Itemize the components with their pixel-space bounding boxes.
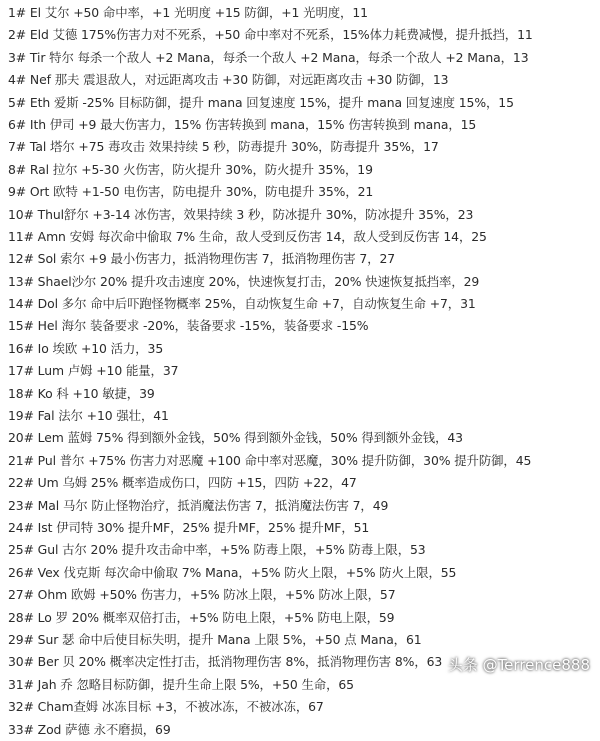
rune-line: 17# Lum 卢姆 +10 能量，37 xyxy=(8,363,179,379)
rune-line: 14# Dol 多尔 命中后吓跑怪物概率 25%，自动恢复生命 +7，自动恢复生命 +7，31 xyxy=(8,296,476,312)
watermark: 头条 @Terrence888 xyxy=(447,656,590,674)
rune-line: 29# Sur 瑟 命中后使目标失明，提升 Mana 上限 5%，+50 点 Mana，61 xyxy=(8,631,422,647)
rune-line: 13# Shael沙尔 20% 提升攻击速度 20%，快速恢复打击，20% 快速恢复抵挡率，29 xyxy=(8,273,480,289)
rune-line: 26# Vex 伐克斯 每次命中偷取 7% Mana，+5% 防火上限，+5% 防火上限，55 xyxy=(8,564,457,580)
rune-line: 2# Eld 艾德 175%伤害力对不死系，+50 命中率对不死系，15%体力耗费减慢，提升抵挡，11 xyxy=(8,27,533,43)
rune-line: 16# Io 埃欧 +10 活力，35 xyxy=(8,340,164,356)
rune-line: 20# Lem 蓝姆 75% 得到额外金钱，50% 得到额外金钱，50% 得到额外金钱，43 xyxy=(8,430,463,446)
rune-line: 12# Sol 索尔 +9 最小伤害力，抵消物理伤害 7，抵消物理伤害 7，27 xyxy=(8,251,396,267)
rune-line: 3# Tir 特尔 每杀一个敌人 +2 Mana，每杀一个敌人 +2 Mana，每杀一个敌人 +2 Mana，13 xyxy=(8,49,529,65)
rune-line: 28# Lo 罗 20% 概率双倍打击，+5% 防电上限，+5% 防电上限，59 xyxy=(8,609,395,625)
rune-line: 21# Pul 普尔 +75% 伤害力对恶魔 +100 命中率对恶魔，30% 提升防御，30% 提升防御，45 xyxy=(8,452,532,468)
rune-line: 27# Ohm 欧姆 +50% 伤害力，+5% 防冰上限，+5% 防冰上限，57 xyxy=(8,587,396,603)
rune-line: 25# Gul 古尔 20% 提升攻击命中率，+5% 防毒上限，+5% 防毒上限，53 xyxy=(8,542,426,558)
rune-line: 1# El 艾尔 +50 命中率，+1 光明度 +15 防御，+1 光明度，11 xyxy=(8,5,368,20)
rune-line: 7# Tal 塔尔 +75 毒攻击 效果持续 5 秒，防毒提升 30%，防毒提升 35%，17 xyxy=(8,139,439,155)
rune-line: 11# Amn 安姆 每次命中偷取 7% 生命，敌人受到反伤害 14，敌人受到反伤害 14，25 xyxy=(8,228,487,244)
rune-line: 4# Nef 那夫 震退敌人，对远距离攻击 +30 防御，对远距离攻击 +30 防御，13 xyxy=(8,72,449,88)
rune-line: 6# Ith 伊司 +9 最大伤害力，15% 伤害转换到 mana，15% 伤害转换到 mana，15 xyxy=(8,116,477,132)
rune-line: 15# Hel 海尔 装备要求 -20%，装备要求 -15%，装备要求 -15% xyxy=(8,318,369,334)
rune-line: 30# Ber 贝 20% 概率决定性打击，抵消物理伤害 8%，抵消物理伤害 8%，63 xyxy=(8,654,443,670)
rune-line: 31# Jah 乔 忽略目标防御，提升生命上限 5%，+50 生命，65 xyxy=(8,676,354,692)
rune-line: 18# Ko 科 +10 敏捷，39 xyxy=(8,385,155,401)
rune-list xyxy=(8,2,596,741)
rune-line: 23# Mal 马尔 防止怪物治疗，抵消魔法伤害 7，抵消魔法伤害 7，49 xyxy=(8,497,389,513)
rune-line: 24# Ist 伊司特 30% 提升MF，25% 提升MF，25% 提升MF，51 xyxy=(8,519,370,535)
rune-line: 22# Um 乌姆 25% 概率造成伤口，四防 +15，四防 +22，47 xyxy=(8,475,357,491)
rune-line: 32# Cham查姆 冰冻目标 +3，不被冰冻，不被冰冻，67 xyxy=(8,699,324,715)
rune-line: 10# Thul舒尔 +3-14 冰伤害，效果持续 3 秒，防冰提升 30%，防冰提升 35%，23 xyxy=(8,206,474,222)
rune-line: 9# Ort 欧特 +1-50 电伤害，防电提升 30%，防电提升 35%，21 xyxy=(8,184,374,200)
rune-line: 33# Zod 萨德 永不磨损，69 xyxy=(8,721,171,737)
rune-line: 8# Ral 拉尔 +5-30 火伤害，防火提升 30%，防火提升 35%，19 xyxy=(8,161,373,177)
rune-line: 19# Fal 法尔 +10 强壮，41 xyxy=(8,408,169,424)
rune-line: 5# Eth 爱斯 -25% 目标防御，提升 mana 回复速度 15%，提升 mana 回复速度 15%，15 xyxy=(8,94,514,110)
